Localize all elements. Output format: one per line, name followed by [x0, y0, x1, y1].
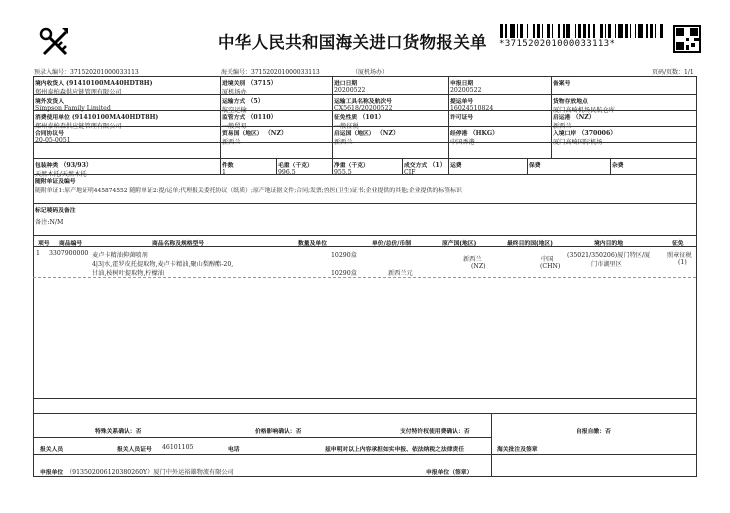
customs-logo: [36, 24, 72, 60]
levy-nature-cell: 征免性质 （101） 一般征税: [334, 114, 385, 130]
goods-currency: 新西兰元: [388, 270, 413, 277]
freight-cell: 运费: [450, 163, 462, 169]
goods-header-name: 商品名称及规格型号: [152, 241, 205, 247]
insurance-cell: 保费: [529, 163, 541, 169]
entry-port-cell: 进境关别 （3715） 厦机场办: [222, 80, 277, 96]
goods-qty-2: 10290盒: [331, 270, 357, 277]
goods-domestic-line2: 门市湖里区: [591, 261, 622, 268]
declarant-label: 报关人员: [40, 447, 64, 453]
shipper-cell: 境外发货人 Simpson Family Limited: [35, 99, 111, 112]
self-pay: 自报自缴：否: [576, 429, 611, 435]
transport-cell: 运输方式 （5） 航空运输: [222, 98, 264, 114]
barcode: [500, 24, 665, 38]
royalty-confirm: 支付特许权使用费确认：否: [400, 429, 470, 435]
barcode-text: *37152020100003311​3*: [499, 39, 616, 49]
special-relation: 特殊关系确认：否: [95, 429, 142, 435]
goods-no: 1: [36, 250, 40, 257]
goods-header-levy: 征免: [672, 241, 684, 247]
goods-domestic-line1: (35021/350206)厦门特区/厦: [567, 252, 651, 259]
customs-key-icon: [36, 24, 72, 60]
declarant-seal: 申报单位（签章）: [426, 470, 473, 476]
goods-dest-name: 中国: [541, 256, 554, 263]
goods-header-qty: 数量及单位: [298, 241, 327, 247]
storage-cell: 货物存放地点 厦门高崎机场民航仓库: [553, 99, 615, 114]
terms-cell: 成交方式 （1） CIF: [404, 162, 446, 176]
net-weight-cell: 净重（千克） 955.5: [334, 163, 369, 176]
import-date-cell: 进口日期 20200522: [334, 81, 366, 94]
pre-entry-number: 预录入编号：371520201000033113: [34, 69, 139, 76]
declarant-unit-value: （913502006120380260Y）厦门中外运裕雄物流有限公司: [66, 469, 234, 476]
goods-header-code: 商品编号: [59, 241, 83, 247]
misc-fee-cell: 杂费: [612, 163, 624, 169]
consignee-cell: 境内收货人 (91410100MA40HDT8H) 郑州泰柏森供应链管理有限公司: [35, 80, 153, 96]
legal-statement: 兹申明对以上内容承担如实申报、依法纳税之法律责任: [325, 447, 465, 453]
customs-number: 海关编号：371520201000033113: [221, 69, 320, 76]
goods-header-price: 单价/总价/币制: [372, 241, 412, 247]
consumer-cell: 消费使用单位 (91410100MA40HDT8H) 郑州泰柏森供应链管理有限公司: [35, 114, 159, 130]
goods-qty-1: 10290盒: [331, 252, 357, 259]
goods-header-no: 项号: [38, 241, 50, 247]
record-no-cell: 备案号: [553, 81, 571, 87]
declare-date-cell: 申报日期 20200522: [450, 81, 482, 94]
supervision-cell: 监管方式 （0110） 一般贸易: [222, 114, 277, 130]
price-impact: 价格影响确认：否: [255, 429, 302, 435]
page-title: 中华人民共和国海关进口货物报关单: [218, 33, 487, 52]
bill-of-lading-cell: 提运单号 160245108​24: [450, 99, 494, 112]
goods-origin-code: (NZ): [471, 263, 486, 270]
contract-cell: 合同协议号 20-05-0051: [35, 131, 71, 144]
goods-name-line1: 麦卢卡精油抑菌喷剂: [92, 252, 148, 259]
package-cell: 包装种类 （93/93） 天然木托/天然木托: [35, 162, 93, 178]
goods-origin-name: 新西兰: [463, 256, 482, 263]
trade-country-cell: 贸易国（地区） （NZ） 新西兰: [222, 130, 288, 146]
goods-code: 3307900000: [49, 250, 89, 257]
pieces-cell: 件数 1: [222, 163, 234, 176]
page-count: 页码/页数：1/1: [652, 69, 694, 76]
marks-cell: 标记唛码及备注 备注:N/M: [35, 208, 76, 226]
barcode-bar: [663, 24, 665, 38]
vehicle-cell: 运输工具名称及航次号 CX5618/20200522: [334, 99, 393, 112]
goods-name-line3: 甘油,桉树叶提取物,柠檬油: [92, 270, 164, 277]
declarant-unit-label: 申报单位: [40, 470, 64, 476]
office-name: （厦机场办）: [352, 69, 389, 76]
goods-header-origin: 原产国(地区): [442, 241, 477, 247]
departure-port-cell: 启运港 （NZ） 新西兰: [553, 114, 595, 130]
gross-weight-cell: 毛重（千克） 996.5: [278, 163, 313, 176]
attached-docs-cell: 随附单证及编号 随附单证1:原产地证明445874552 随附单证2:提/运单;代理报关委托协议（纸质）;原产地证据文件;合同;发票;兽医(卫生)证书;企业提供的其他;企业提供的标签标识: [35, 179, 462, 194]
declarant-cert-value: 46101105: [162, 444, 194, 451]
declarant-cert-label: 报关人员证号: [117, 447, 152, 453]
goods-levy-line1: 照章征税: [667, 252, 692, 259]
origin-country-cell: 启运国（地区） （NZ） 新西兰: [334, 130, 400, 146]
entry-port-code-cell: 入境口岸 （370006） 厦门高崎国际机场: [553, 130, 617, 146]
qr-code: [673, 25, 701, 53]
goods-header-domestic: 境内目的地: [594, 241, 623, 247]
goods-levy-line2: (1): [678, 259, 687, 266]
license-cell: 许可证号: [450, 115, 474, 121]
goods-dest-code: (CHN): [540, 263, 561, 270]
transit-port-cell: 经停港 （HKG） 中国香港: [450, 130, 499, 146]
customs-remarks-label: 海关批注及签章: [497, 447, 538, 453]
goods-header-dest: 最终目的国(地区): [507, 241, 553, 247]
goods-name-line2: 4|3|水,霍罗皮托提取物,麦卢卡精油,聚山梨醇酯-20,: [92, 261, 234, 268]
phone-label: 电话: [228, 447, 240, 453]
